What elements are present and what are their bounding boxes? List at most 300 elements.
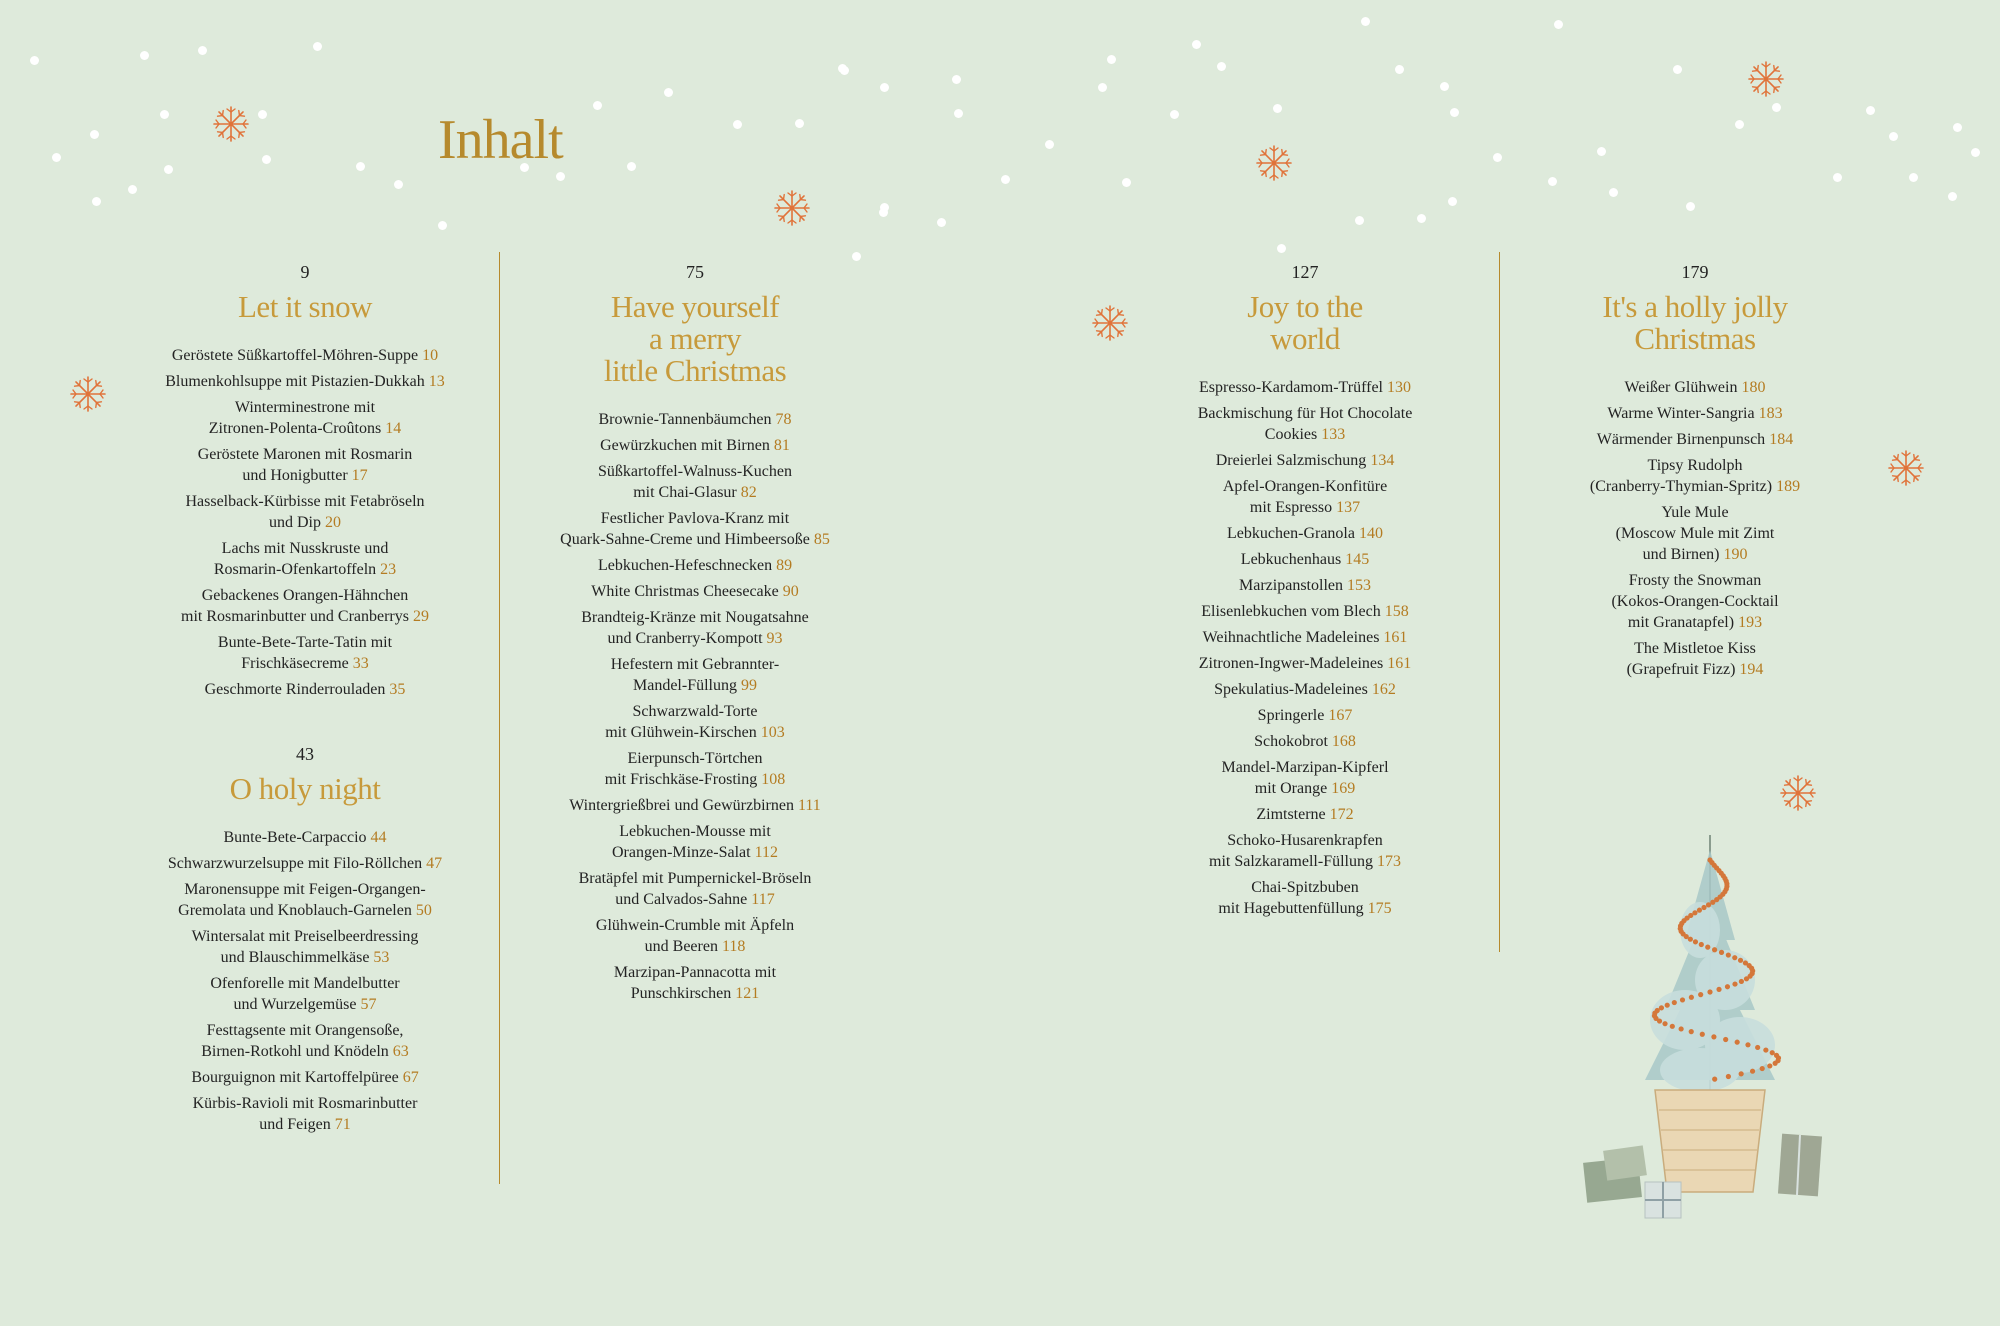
entry-title: Chai-Spitzbuben mit Hagebuttenfüllung xyxy=(1218,879,1364,917)
entry-title: Dreierlei Salzmischung xyxy=(1215,452,1367,469)
snow-dot xyxy=(90,130,99,139)
entry-title: Brownie-Tannenbäumchen xyxy=(598,411,772,428)
garland-bead xyxy=(1662,1021,1667,1026)
toc-entry xyxy=(120,1093,490,1135)
garland-bead xyxy=(1679,1026,1684,1031)
snow-dot xyxy=(1355,216,1364,225)
entry-page-number: 112 xyxy=(754,844,778,861)
entry-title: Bunte-Bete-Tarte-Tatin mit Frischkäsecreme xyxy=(217,634,393,672)
entry-title: Winterminestrone mit Zitronen-Polenta-Croûtons xyxy=(208,399,382,437)
toc-section xyxy=(1150,262,1460,919)
entry-page-number: 13 xyxy=(428,373,445,390)
snow-dot xyxy=(1045,140,1054,149)
garland-bead xyxy=(1738,958,1743,963)
toc-entry xyxy=(1150,627,1460,648)
entry-page-number: 134 xyxy=(1370,452,1395,469)
toc-entry xyxy=(120,926,490,968)
entry-page-number: 189 xyxy=(1776,478,1801,495)
entry-title: Tipsy Rudolph (Cranberry-Thymian-Spritz) xyxy=(1589,457,1773,495)
toc-entry xyxy=(1150,705,1460,726)
toc-entry xyxy=(1535,429,1855,450)
entry-page-number: 99 xyxy=(741,677,757,694)
entry-title: Lebkuchen-Granola xyxy=(1227,525,1355,542)
entry-title: Bunte-Bete-Carpaccio xyxy=(223,829,367,846)
entry-page-number: 35 xyxy=(389,681,406,698)
snow-dot xyxy=(313,42,322,51)
entry-title: Hasselback-Kürbisse mit Fetabröseln und Dip xyxy=(185,493,425,531)
garland-bead xyxy=(1693,939,1698,944)
entry-page-number: 130 xyxy=(1386,379,1411,396)
snow-dot xyxy=(795,119,804,128)
garland-bead xyxy=(1732,981,1737,986)
snowflake-icon xyxy=(1886,448,1926,488)
entry-title: Brandteig-Kränze mit Nougatsahne und Cranberry-Kompott xyxy=(581,609,809,647)
garland-bead xyxy=(1712,1077,1717,1082)
entry-page-number: 103 xyxy=(760,724,785,741)
snow-dot xyxy=(1866,106,1875,115)
toc-entry xyxy=(1150,523,1460,544)
entry-page-number: 153 xyxy=(1346,577,1371,594)
toc-entry xyxy=(520,868,870,910)
snow-dot xyxy=(140,51,149,60)
entry-page-number: 67 xyxy=(402,1069,419,1086)
snowflake-icon xyxy=(211,104,251,144)
snow-dot xyxy=(852,252,861,261)
toc-entry xyxy=(1535,502,1855,565)
entry-page-number: 162 xyxy=(1371,681,1396,698)
toc-section xyxy=(1535,262,1855,680)
snow-dot xyxy=(1833,173,1842,182)
section-page-number: 127 xyxy=(1291,262,1319,282)
section-page-number: 9 xyxy=(300,262,310,282)
toc-entry xyxy=(1150,601,1460,622)
snow-dot xyxy=(128,185,137,194)
snow-dot xyxy=(1554,20,1563,29)
toc-entry xyxy=(120,371,490,392)
entry-page-number: 50 xyxy=(415,902,432,919)
snow-dot xyxy=(356,162,365,171)
entry-title: Zimtsterne xyxy=(1256,806,1326,823)
entry-title: Warme Winter-Sangria xyxy=(1607,405,1755,422)
entry-title: Blumenkohlsuppe mit Pistazien-Dukkah xyxy=(165,373,425,390)
garland-bead xyxy=(1723,1037,1728,1042)
toc-entry xyxy=(1150,575,1460,596)
entry-page-number: 173 xyxy=(1376,853,1401,870)
snow-dot xyxy=(954,109,963,118)
column-divider xyxy=(1499,252,1500,952)
snow-dot xyxy=(262,155,271,164)
toc-section xyxy=(520,262,870,1004)
toc-entry xyxy=(120,853,490,874)
toc-entry xyxy=(120,491,490,533)
toc-entry xyxy=(520,915,870,957)
snowflake-icon xyxy=(68,374,108,414)
snow-dot xyxy=(1948,192,1957,201)
snow-dot xyxy=(258,110,267,119)
entry-page-number: 133 xyxy=(1321,426,1346,443)
toc-entry xyxy=(520,555,870,576)
snow-dot xyxy=(1277,244,1286,253)
garland-bead xyxy=(1716,987,1721,992)
snow-dot xyxy=(438,221,447,230)
snow-dot xyxy=(1686,202,1695,211)
garland-bead xyxy=(1705,945,1710,950)
snow-dot xyxy=(1971,148,1980,157)
entry-page-number: 158 xyxy=(1384,603,1409,620)
toc-entry xyxy=(120,397,490,439)
entry-page-number: 169 xyxy=(1331,780,1356,797)
toc-entry xyxy=(520,654,870,696)
entry-title: Yule Mule (Moscow Mule mit Zimt und Birnen) xyxy=(1615,504,1775,563)
section-title: Let it snow xyxy=(238,289,372,324)
toc-entry xyxy=(120,538,490,580)
snow-dot xyxy=(30,56,39,65)
toc-entry xyxy=(520,795,870,816)
toc-entry xyxy=(120,1067,490,1088)
snow-dot xyxy=(627,162,636,171)
entry-page-number: 161 xyxy=(1383,629,1408,646)
entry-title: Wärmender Birnenpunsch xyxy=(1596,431,1766,448)
snow-dot xyxy=(1217,62,1226,71)
snow-dot xyxy=(1122,178,1131,187)
entry-page-number: 117 xyxy=(751,891,775,908)
toc-section xyxy=(120,262,490,700)
toc-column-2 xyxy=(520,262,870,1048)
entry-title: Glühwein-Crumble mit Äpfeln und Beeren xyxy=(595,917,795,955)
entry-page-number: 23 xyxy=(380,561,397,578)
snow-dot xyxy=(394,180,403,189)
toc-entry xyxy=(1150,653,1460,674)
snowflake-icon xyxy=(772,188,812,228)
section-title: It's a holly jolly Christmas xyxy=(1602,289,1788,356)
garland-bead xyxy=(1707,989,1712,994)
snow-dot xyxy=(1448,197,1457,206)
snow-dot xyxy=(1609,188,1618,197)
toc-entry xyxy=(520,821,870,863)
entry-page-number: 47 xyxy=(426,855,443,872)
snow-dot xyxy=(937,218,946,227)
toc-column-4 xyxy=(1535,262,1855,724)
toc-entry xyxy=(120,679,490,700)
entry-title: Geröstete Süßkartoffel-Möhren-Suppe xyxy=(171,347,419,364)
section-title: O holy night xyxy=(229,771,381,806)
entry-page-number: 53 xyxy=(373,949,390,966)
snow-dot xyxy=(556,172,565,181)
toc-entry xyxy=(520,607,870,649)
garland-bead xyxy=(1767,1063,1772,1068)
entry-title: Lebkuchen-Hefeschnecken xyxy=(597,557,773,574)
entry-page-number: 29 xyxy=(412,608,429,625)
snow-dot xyxy=(1273,104,1282,113)
snow-dot xyxy=(1440,82,1449,91)
toc-entry xyxy=(520,748,870,790)
section-title: Joy to the world xyxy=(1247,289,1363,356)
entry-title: Weißer Glühwein xyxy=(1624,379,1738,396)
entry-title: Bratäpfel mit Pumpernickel-Bröseln und Calvados-Sahne xyxy=(578,870,812,908)
section-page-number: 75 xyxy=(686,262,704,282)
entry-page-number: 167 xyxy=(1328,707,1353,724)
entry-title: Lebkuchenhaus xyxy=(1240,551,1342,568)
snow-dot xyxy=(164,165,173,174)
entry-title: Maronensuppe mit Feigen-Organgen- Gremolata und Knoblauch-Garnelen xyxy=(178,881,426,919)
snow-dot xyxy=(952,75,961,84)
toc-entry xyxy=(120,585,490,627)
toc-entry xyxy=(120,827,490,848)
garland-bead xyxy=(1699,942,1704,947)
entry-title: Festlicher Pavlova-Kranz mit Quark-Sahne-Creme und Himbeersoße xyxy=(560,510,810,548)
toc-entry xyxy=(1150,377,1460,398)
entry-title: The Mistletoe Kiss (Grapefruit Fizz) xyxy=(1626,640,1756,678)
snow-dot xyxy=(1098,83,1107,92)
entry-title: Bourguignon mit Kartoffelpüree xyxy=(191,1069,399,1086)
entry-page-number: 183 xyxy=(1758,405,1783,422)
entry-title: Gewürzkuchen mit Birnen xyxy=(600,437,770,454)
toc-entry xyxy=(120,632,490,674)
entry-page-number: 184 xyxy=(1769,431,1794,448)
entry-page-number: 194 xyxy=(1739,661,1764,678)
entry-page-number: 20 xyxy=(325,514,341,531)
snow-dot xyxy=(880,83,889,92)
entry-title: Marzipanstollen xyxy=(1239,577,1343,594)
garland-bead xyxy=(1750,1069,1755,1074)
entry-title: Festtagsente mit Orangensoße, Birnen-Rotkohl und Knödeln xyxy=(201,1022,404,1060)
garland-bead xyxy=(1726,1074,1731,1079)
entry-page-number: 137 xyxy=(1336,499,1361,516)
entry-title: Gebackenes Orangen-Hähnchen mit Rosmarinbutter und Cranberrys xyxy=(181,587,409,625)
entry-page-number: 71 xyxy=(334,1116,351,1133)
garland-bead xyxy=(1700,1032,1705,1037)
snowflake-icon xyxy=(1746,59,1786,99)
toc-entry xyxy=(1150,877,1460,919)
entry-page-number: 161 xyxy=(1387,655,1412,672)
garland-bead xyxy=(1711,1034,1716,1039)
toc-entry xyxy=(1150,549,1460,570)
toc-entry xyxy=(520,701,870,743)
page-title: Inhalt xyxy=(438,109,563,171)
toc-entry xyxy=(120,345,490,366)
entry-page-number: 145 xyxy=(1345,551,1370,568)
snow-dot xyxy=(664,88,673,97)
toc-entry xyxy=(1150,450,1460,471)
entry-page-number: 63 xyxy=(392,1043,409,1060)
entry-title: Mandel-Marzipan-Kipferl mit Orange xyxy=(1221,759,1389,797)
toc-entry xyxy=(1535,638,1855,680)
entry-page-number: 10 xyxy=(422,347,439,364)
entry-title: Frosty the Snowman (Kokos-Orangen-Cocktail mit Granatapfel) xyxy=(1611,572,1779,631)
toc-entry xyxy=(120,444,490,486)
entry-title: Kürbis-Ravioli mit Rosmarinbutter und Feigen xyxy=(192,1095,418,1133)
entry-page-number: 14 xyxy=(385,420,402,437)
snow-dot xyxy=(1361,17,1370,26)
snow-dot xyxy=(1772,103,1781,112)
snow-dot xyxy=(1493,153,1502,162)
garland-bead xyxy=(1697,908,1702,913)
entry-title: Lachs mit Nusskruste und Rosmarin-Ofenkartoffeln xyxy=(213,540,389,578)
entry-title: Marzipan-Pannacotta mit Punschkirschen xyxy=(613,964,777,1002)
snow-dot xyxy=(160,110,169,119)
entry-title: Elisenlebkuchen vom Blech xyxy=(1201,603,1381,620)
garland-bead xyxy=(1732,955,1737,960)
entry-page-number: 90 xyxy=(782,583,799,600)
entry-page-number: 17 xyxy=(351,467,368,484)
entry-title: Espresso-Kardamom-Trüffel xyxy=(1199,379,1383,396)
toc-entry xyxy=(1535,455,1855,497)
entry-title: Hefestern mit Gebrannter- Mandel-Füllung xyxy=(610,656,780,694)
toc-section xyxy=(120,744,490,1135)
section-page-number: 179 xyxy=(1681,262,1709,282)
garland-bead xyxy=(1739,979,1744,984)
snow-dot xyxy=(1597,147,1606,156)
entry-title: Lebkuchen-Mousse mit Orangen-Minze-Salat xyxy=(611,823,771,861)
entry-title: Schwarzwald-Torte mit Glühwein-Kirschen xyxy=(605,703,758,741)
toc-entry xyxy=(1150,830,1460,872)
garland-bead xyxy=(1712,947,1717,952)
entry-page-number: 82 xyxy=(740,484,757,501)
snow-dot xyxy=(1889,132,1898,141)
entry-page-number: 108 xyxy=(761,771,786,788)
garland-bead xyxy=(1689,1029,1694,1034)
garland-bead xyxy=(1763,1047,1768,1052)
garland-bead xyxy=(1698,992,1703,997)
entry-page-number: 190 xyxy=(1723,546,1748,563)
garland-bead xyxy=(1689,995,1694,1000)
entry-title: Spekulatius-Madeleines xyxy=(1214,681,1368,698)
entry-page-number: 93 xyxy=(766,630,783,647)
snow-dot xyxy=(1107,55,1116,64)
toc-entry xyxy=(120,879,490,921)
snow-dot xyxy=(1953,123,1962,132)
toc-entry xyxy=(1150,476,1460,518)
garland-bead xyxy=(1745,1042,1750,1047)
entry-page-number: 78 xyxy=(775,411,792,428)
toc-entry xyxy=(1150,679,1460,700)
snow-dot xyxy=(1909,173,1918,182)
toc-column-3 xyxy=(1150,262,1460,963)
snowflake-icon xyxy=(1778,773,1818,813)
entry-title: Eierpunsch-Törtchen mit Frischkäse-Frosting xyxy=(604,750,763,788)
garland-bead xyxy=(1725,984,1730,989)
entry-title: Ofenforelle mit Mandelbutter und Wurzelgemüse xyxy=(210,975,400,1013)
toc-entry xyxy=(1150,403,1460,445)
entry-title: Schoko-Husarenkrapfen mit Salzkaramell-Füllung xyxy=(1209,832,1383,870)
snow-dot xyxy=(838,64,847,73)
entry-page-number: 168 xyxy=(1331,733,1356,750)
garland-bead xyxy=(1726,952,1731,957)
toc-entry xyxy=(520,508,870,550)
entry-page-number: 85 xyxy=(813,531,830,548)
snow-dot xyxy=(1192,40,1201,49)
christmas-tree-illustration xyxy=(1575,830,1845,1230)
toc-column-1 xyxy=(120,262,490,1179)
snow-dot xyxy=(593,101,602,110)
section-title: Have yourself a merry little Christmas xyxy=(603,289,787,388)
garland-bead xyxy=(1719,950,1724,955)
entry-page-number: 140 xyxy=(1358,525,1383,542)
entry-title: Weihnachtliche Madeleines xyxy=(1202,629,1380,646)
snow-dot xyxy=(880,203,889,212)
garland-bead xyxy=(1760,1066,1765,1071)
toc-entry xyxy=(1535,570,1855,633)
garland-bead xyxy=(1755,1045,1760,1050)
entry-title: Schokobrot xyxy=(1254,733,1328,750)
snow-dot xyxy=(1735,120,1744,129)
column-divider xyxy=(499,252,500,1184)
toc-entry xyxy=(520,461,870,503)
garland-bead xyxy=(1672,1000,1677,1005)
snowflake-icon xyxy=(1090,303,1130,343)
snow-dot xyxy=(1395,65,1404,74)
entry-page-number: 89 xyxy=(776,557,793,574)
toc-entry xyxy=(520,435,870,456)
garland-bead xyxy=(1657,1018,1662,1023)
snow-dot xyxy=(733,120,742,129)
entry-page-number: 118 xyxy=(721,938,746,955)
entry-page-number: 175 xyxy=(1367,900,1392,917)
entry-page-number: 57 xyxy=(360,996,377,1013)
garland-bead xyxy=(1701,905,1706,910)
entry-page-number: 81 xyxy=(773,437,790,454)
entry-title: Geröstete Maronen mit Rosmarin und Honigbutter xyxy=(197,446,413,484)
entry-page-number: 33 xyxy=(352,655,369,672)
entry-page-number: 111 xyxy=(797,797,821,814)
toc-entry xyxy=(1150,757,1460,799)
entry-title: Schwarzwurzelsuppe mit Filo-Röllchen xyxy=(167,855,423,872)
toc-entry xyxy=(120,973,490,1015)
garland-bead xyxy=(1739,1071,1744,1076)
toc-entry xyxy=(520,962,870,1004)
garland-bead xyxy=(1735,1040,1740,1045)
toc-entry xyxy=(520,409,870,430)
entry-title: Süßkartoffel-Walnuss-Kuchen mit Chai-Glasur xyxy=(598,463,792,501)
entry-page-number: 180 xyxy=(1741,379,1766,396)
entry-title: White Christmas Cheesecake xyxy=(591,583,779,600)
toc-entry xyxy=(520,581,870,602)
snowflake-icon xyxy=(1254,143,1294,183)
garland-bead xyxy=(1665,1003,1670,1008)
entry-title: Wintergrießbrei und Gewürzbirnen xyxy=(569,797,794,814)
garland-bead xyxy=(1670,1024,1675,1029)
snow-dot xyxy=(198,46,207,55)
snow-dot xyxy=(1001,175,1010,184)
entry-title: Zitronen-Ingwer-Madeleines xyxy=(1198,655,1384,672)
garland-bead xyxy=(1744,976,1749,981)
entry-page-number: 121 xyxy=(735,985,760,1002)
entry-page-number: 172 xyxy=(1329,806,1354,823)
snow-dot xyxy=(1417,214,1426,223)
entry-title: Apfel-Orangen-Konfitüre mit Espresso xyxy=(1222,478,1388,516)
garland-bead xyxy=(1706,902,1711,907)
snow-dot xyxy=(1450,108,1459,117)
toc-entry xyxy=(1535,403,1855,424)
garland-bead xyxy=(1680,997,1685,1002)
garland-bead xyxy=(1688,937,1693,942)
entry-title: Wintersalat mit Preiselbeerdressing und Blauschimmelkäse xyxy=(191,928,419,966)
snow-dot xyxy=(92,197,101,206)
entry-title: Backmischung für Hot Chocolate Cookies xyxy=(1197,405,1413,443)
snow-dot xyxy=(1170,110,1179,119)
entry-title: Springerle xyxy=(1257,707,1325,724)
toc-entry xyxy=(1150,731,1460,752)
toc-entry xyxy=(120,1020,490,1062)
snow-dot xyxy=(1548,177,1557,186)
snow-dot xyxy=(52,153,61,162)
section-page-number: 43 xyxy=(296,744,314,764)
snow-dot xyxy=(1673,65,1682,74)
toc-entry xyxy=(1535,377,1855,398)
entry-title: Geschmorte Rinderrouladen xyxy=(204,681,386,698)
garland-bead xyxy=(1773,1061,1778,1066)
entry-page-number: 193 xyxy=(1738,614,1763,631)
